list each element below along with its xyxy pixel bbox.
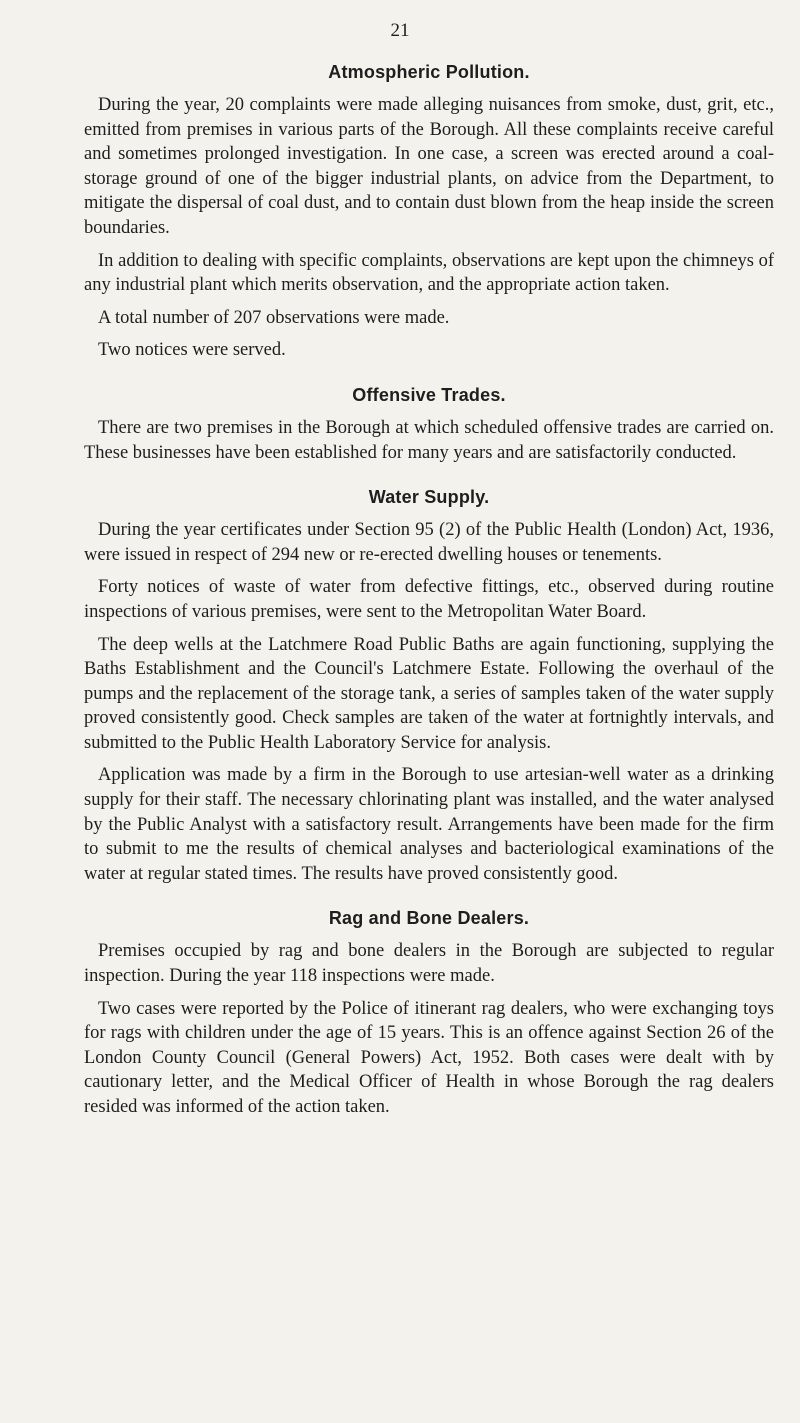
section-heading: Atmospheric Pollution. xyxy=(328,62,530,82)
section-heading: Water Supply. xyxy=(368,487,490,508)
paragraph: Forty notices of waste of water from defective fittings, etc., observed during routine inspections of various premises, were sent to the Metropolitan Water Board. xyxy=(84,577,774,622)
section-offensive-trades xyxy=(84,385,774,465)
section-atmospheric-pollution xyxy=(84,62,774,363)
section-heading: Rag and Bone Dealers. xyxy=(328,908,530,929)
paragraph: Two notices were served. xyxy=(98,340,286,361)
paragraph: During the year, 20 complaints were made alleging nuisances from smoke, dust, grit, etc., emitted from premises in various parts of the Borough. All these complaints receive careful and sometimes prolonged investigation. In one case, a screen was erected around a coal-storage ground of one of the bigger industrial plants, on advice from the Department, to mitigate the dispersal of coal dust, and to contain dust blown from the heap inside the screen boundaries. xyxy=(84,95,774,238)
page-content xyxy=(84,62,774,1128)
page-number: 21 xyxy=(390,20,410,41)
paragraph: In addition to dealing with specific complaints, observations are kept upon the chimneys of any industrial plant which merits observation, and the appropriate action taken. xyxy=(84,250,774,296)
paragraph: Application was made by a firm in the Borough to use artesian-well water as a drinking supply for their staff. The necessary chlorinating plant was installed, and the water analysed by the Public Analyst with a satisfactory result. Arrangements have been made for the firm to submit to me the results of chemical analyses and bacteriological examinations of the water at regular stated times. The results have proved consistently good. xyxy=(84,765,774,884)
paragraph: The deep wells at the Latchmere Road Public Baths are again functioning, supplying the Baths Establishment and the Council's Latchmere Estate. Following the overhaul of the pumps and the replacement of the storage tank, a series of samples taken of the water supply proved consistently good. Check samples are taken of the water at fortnightly intervals, and submitted to the Public Health Laboratory Service for analysis. xyxy=(84,634,774,753)
paragraph: Two cases were reported by the Police of itinerant rag dealers, who were exchanging toys for rags with children under the age of 15 years. This is an offence against Section 26 of the London County Council (General Powers) Act, 1952. Both cases were dealt with by cautionary letter, and the Medical Officer of Health in whose Borough the rag dealers resided was informed of the action taken. xyxy=(84,998,774,1117)
section-rag-and-bone-dealers xyxy=(84,908,774,1119)
paragraph: A total number of 207 observations were made. xyxy=(98,307,450,328)
paragraph: Premises occupied by rag and bone dealers in the Borough are subjected to regular inspection. During the year 118 inspections were made. xyxy=(84,941,774,987)
paragraph: During the year certificates under Section 95 (2) of the Public Health (London) Act, 1936, were issued in respect of 294 new or re-erected dwelling houses or tenements. xyxy=(84,520,774,565)
section-water-supply xyxy=(84,487,774,886)
section-heading: Offensive Trades. xyxy=(352,384,506,405)
paragraph: There are two premises in the Borough at which scheduled offensive trades are carried on. These businesses have been established for many years and are satisfactorily conducted. xyxy=(84,417,774,463)
